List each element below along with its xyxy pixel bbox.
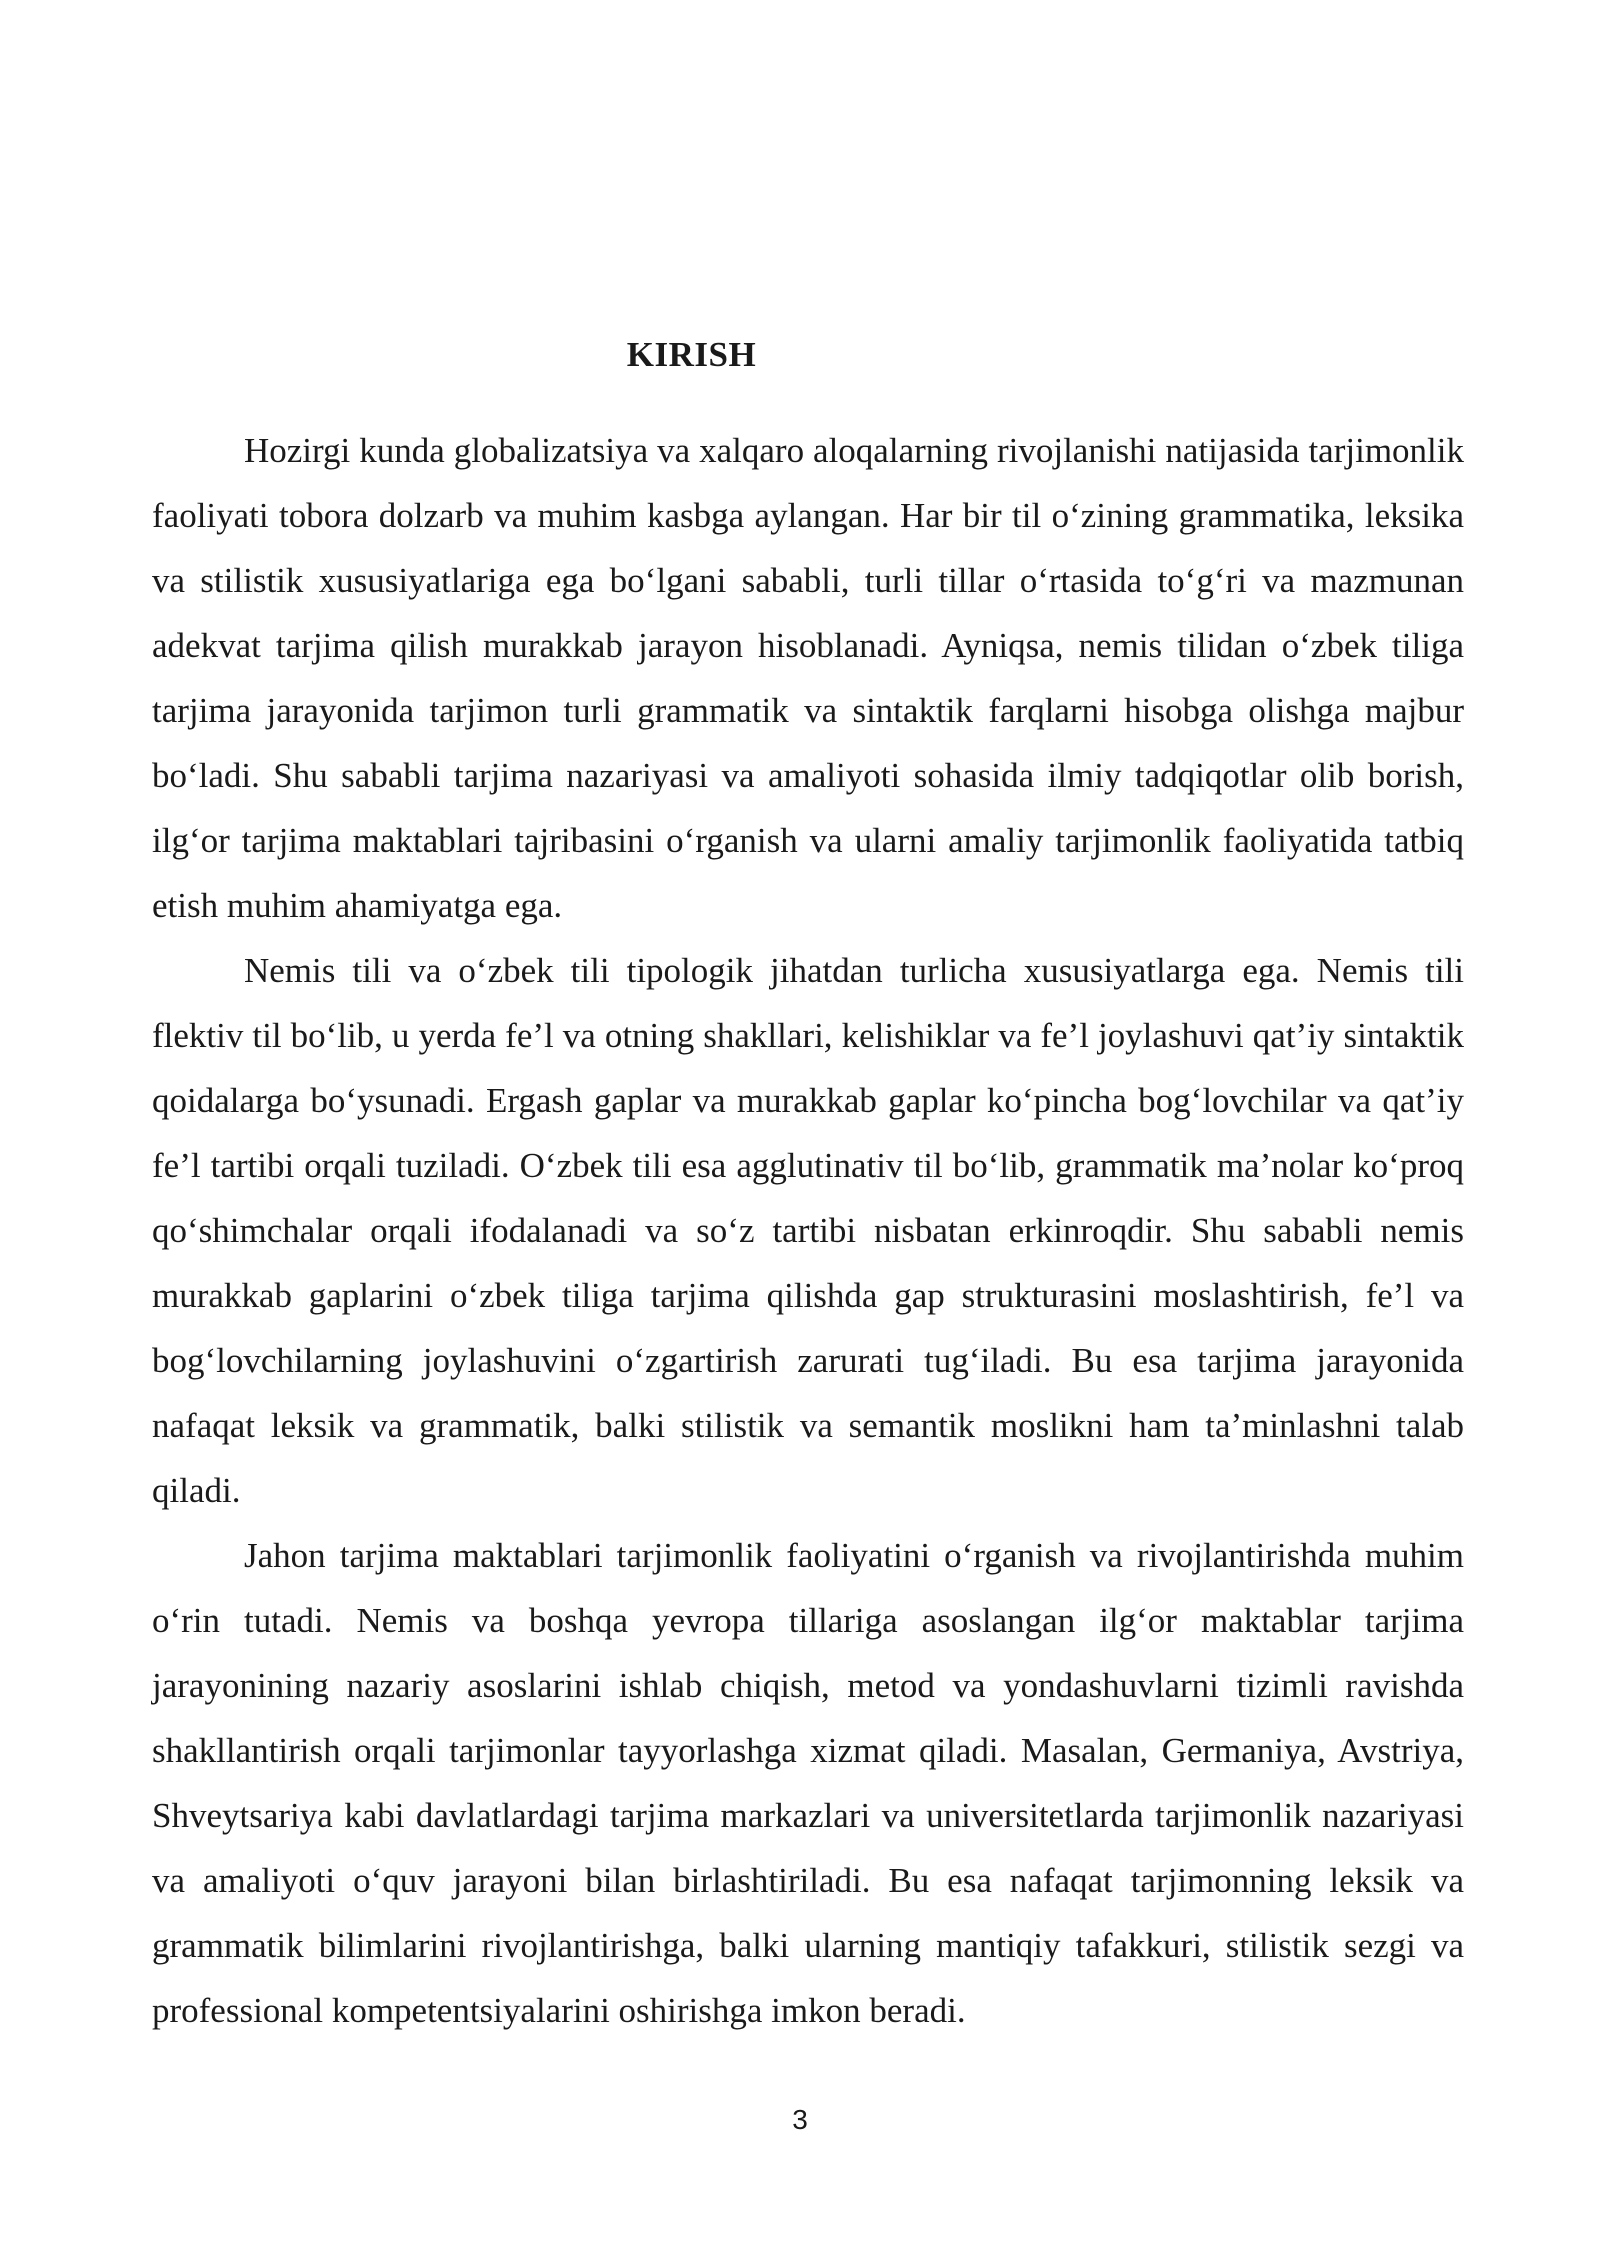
page-number: 3 (792, 2104, 808, 2135)
paragraph: Hozirgi kunda globalizatsiya va xalqaro aloqalarning rivojlanishi natijasida tarjimonlik faoliyati tobora dolzarb va muhim kasbga aylangan. Har bir til o‘zining grammatika, leksika va stilistik xususiyatlariga ega bo‘lgani sababli, turli tillar o‘rtasida to‘g‘ri va mazmunan adekvat tarjima qilish murakkab jarayon hisoblanadi. Ayniqsa, nemis tilidan o‘zbek tiliga tarjima jarayonida tarjimon turli grammatik va sintaktik farqlarni hisobga olishga majbur bo‘ladi. Shu sababli tarjima nazariyasi va amaliyoti sohasida ilmiy tadqiqotlar olib borish, ilg‘or tarjima maktablari tajribasini o‘rganish va ularni amaliy tarjimonlik faoliyatida tatbiq etish muhim ahamiyatga ega. (152, 431, 1464, 925)
paragraph: Nemis tili va o‘zbek tili tipologik jihatdan turlicha xususiyatlarga ega. Nemis tili flektiv til bo‘lib, u yerda fe’l va otning shakllari, kelishiklar va fe’l joylashuvi qat’iy sintaktik qoidalarga bo‘ysunadi. Ergash gaplar va murakkab gaplar ko‘pincha bog‘lovchilar va qat’iy fe’l tartibi orqali tuziladi. O‘zbek tili esa agglutinativ til bo‘lib, grammatik ma’nolar ko‘proq qo‘shimchalar orqali ifodalanadi va so‘z tartibi nisbatan erkinroqdir. Shu sababli nemis murakkab gaplarini o‘zbek tiliga tarjima qilishda gap strukturasini moslashtirish, fe’l va bog‘lovchilarning joylashuvini o‘zgartirish zarurati tug‘iladi. Bu esa tarjima jarayonida nafaqat leksik va grammatik, balki stilistik va semantik moslikni ham ta’minlashni talab qiladi. (152, 951, 1464, 1510)
section-title: KIRISH (626, 335, 757, 374)
body-text (152, 418, 1464, 2043)
paragraph: Jahon tarjima maktablari tarjimonlik faoliyatini o‘rganish va rivojlantirishda muhim o‘rin tutadi. Nemis va boshqa yevropa tillariga asoslangan ilg‘or maktablar tarjima jarayonining nazariy asoslarini ishlab chiqish, metod va yondashuvlarni tizimli ravishda shakllantirish orqali tarjimonlar tayyorlashga xizmat qiladi. Masalan, Germaniya, Avstriya, Shveytsariya kabi davlatlardagi tarjima markazlari va universitetlarda tarjimonlik nazariyasi va amaliyoti o‘quv jarayoni bilan birlashtiriladi. Bu esa nafaqat tarjimonning leksik va grammatik bilimlarini rivojlantirishga, balki ularning mantiqiy tafakkuri, stilistik sezgi va professional kompetentsiyalarini oshirishga imkon beradi. (152, 1536, 1464, 2030)
